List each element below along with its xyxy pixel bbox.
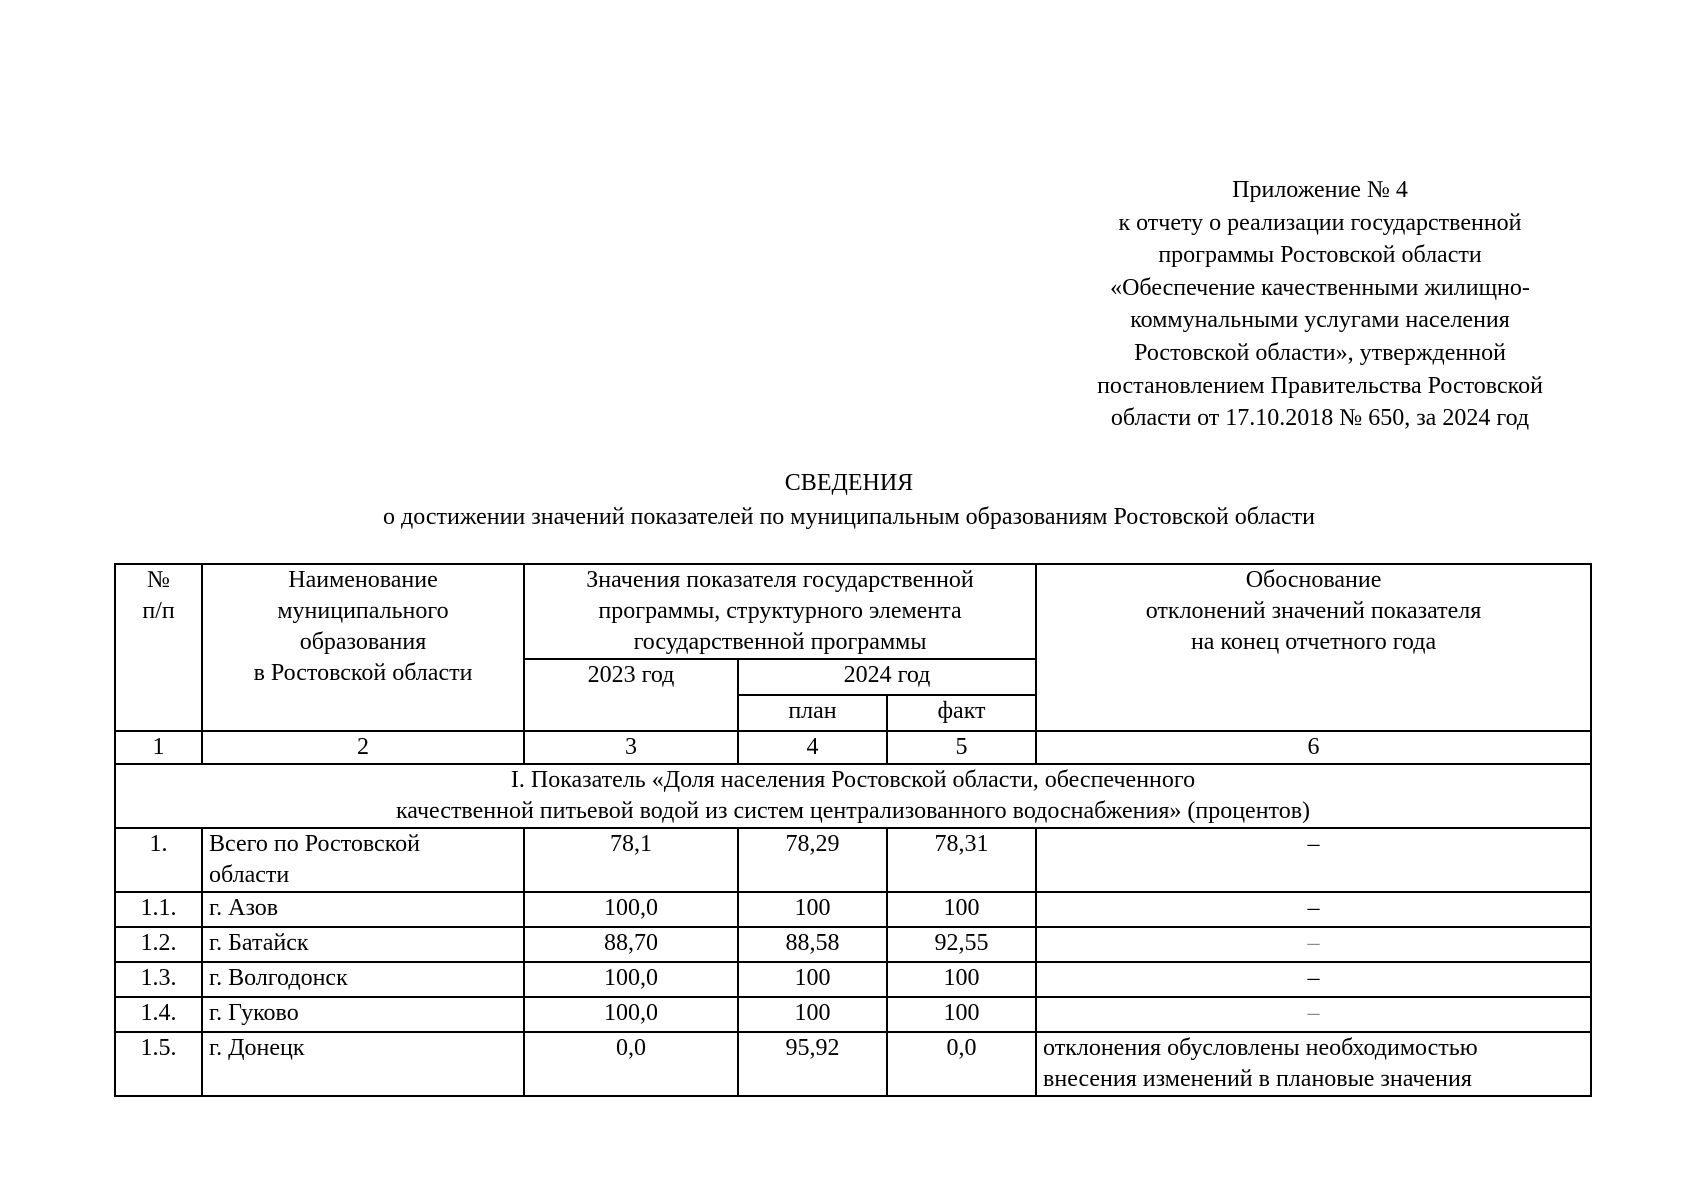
row-name: г. Волгодонск	[202, 962, 524, 997]
row-value-fact: 100	[887, 997, 1036, 1032]
section-title: I. Показатель «Доля населения Ростовской области, обеспеченного качественной питьевой водой из систем централизованного водоснабжения» (процентов)	[115, 764, 1591, 828]
document-heading	[0, 466, 1698, 534]
document-subtitle: о достижении значений показателей по муниципальным образованиям Ростовской области	[383, 504, 1315, 530]
row-num: 1.1.	[115, 892, 202, 927]
row-name: г. Гуково	[202, 997, 524, 1032]
appendix-line: области от 17.10.2018 № 650, за 2024 год	[1110, 405, 1530, 432]
row-value-plan: 88,58	[738, 927, 887, 962]
header-justification: Обоснование отклонений значений показателя на конец отчетного года	[1036, 564, 1591, 731]
column-number: 1	[115, 731, 202, 764]
header-fact: факт	[887, 695, 1036, 731]
row-name: Всего по Ростовской области	[202, 828, 524, 892]
header-2023: 2023 год	[524, 659, 738, 731]
row-value-2023: 100,0	[524, 962, 738, 997]
table-row	[115, 962, 1591, 997]
row-num: 1.3.	[115, 962, 202, 997]
row-name: г. Донецк	[202, 1032, 524, 1096]
row-value-plan: 100	[738, 962, 887, 997]
indicators-table	[114, 563, 1592, 1097]
row-note: –	[1036, 892, 1591, 927]
appendix-line: постановлением Правительства Ростовской	[1097, 372, 1543, 399]
table-row	[115, 892, 1591, 927]
row-value-fact: 100	[887, 962, 1036, 997]
row-num: 1.4.	[115, 997, 202, 1032]
section-row	[115, 764, 1591, 828]
row-num: 1.5.	[115, 1032, 202, 1096]
row-value-plan: 100	[738, 892, 887, 927]
column-number: 6	[1036, 731, 1591, 764]
header-values: Значения показателя государственной программы, структурного элемента государственной программы	[524, 564, 1036, 659]
row-value-plan: 78,29	[738, 828, 887, 892]
header-name: Наименование муниципального образования в Ростовской области	[202, 564, 524, 731]
appendix-line: «Обеспечение качественными жилищно-	[1110, 274, 1530, 301]
row-num: 1.2.	[115, 927, 202, 962]
appendix-line: коммунальными услугами населения	[1130, 307, 1510, 334]
document-title: СВЕДЕНИЯ	[784, 470, 914, 496]
table-row	[115, 997, 1591, 1032]
row-value-fact: 92,55	[887, 927, 1036, 962]
row-note: –	[1036, 828, 1591, 892]
appendix-block	[1040, 174, 1600, 435]
row-num: 1.	[115, 828, 202, 892]
row-name: г. Батайск	[202, 927, 524, 962]
row-name: г. Азов	[202, 892, 524, 927]
appendix-line: программы Ростовской области	[1158, 242, 1482, 269]
row-value-fact: 78,31	[887, 828, 1036, 892]
header-num: № п/п	[115, 564, 202, 731]
column-number: 4	[738, 731, 887, 764]
table-row	[115, 927, 1591, 962]
row-value-2023: 78,1	[524, 828, 738, 892]
column-number: 3	[524, 731, 738, 764]
column-number-row	[115, 731, 1591, 764]
row-value-2023: 0,0	[524, 1032, 738, 1096]
row-note: –	[1036, 962, 1591, 997]
row-value-plan: 95,92	[738, 1032, 887, 1096]
column-number: 2	[202, 731, 524, 764]
row-note: –	[1036, 927, 1591, 962]
table-row	[115, 1032, 1591, 1096]
row-note: –	[1036, 997, 1591, 1032]
row-value-2023: 88,70	[524, 927, 738, 962]
appendix-line: Приложение № 4	[1232, 177, 1408, 203]
appendix-line: к отчету о реализации государственной	[1118, 209, 1522, 236]
row-value-2023: 100,0	[524, 892, 738, 927]
row-note: отклонения обусловлены необходимостью внесения изменений в плановые значения	[1036, 1032, 1591, 1096]
column-number: 5	[887, 731, 1036, 764]
row-value-plan: 100	[738, 997, 887, 1032]
row-value-fact: 100	[887, 892, 1036, 927]
row-value-2023: 100,0	[524, 997, 738, 1032]
row-value-fact: 0,0	[887, 1032, 1036, 1096]
appendix-line: Ростовской области», утвержденной	[1134, 339, 1506, 366]
table-row	[115, 828, 1591, 892]
header-row	[115, 564, 1591, 659]
header-plan: план	[738, 695, 887, 731]
header-2024: 2024 год	[738, 659, 1036, 695]
